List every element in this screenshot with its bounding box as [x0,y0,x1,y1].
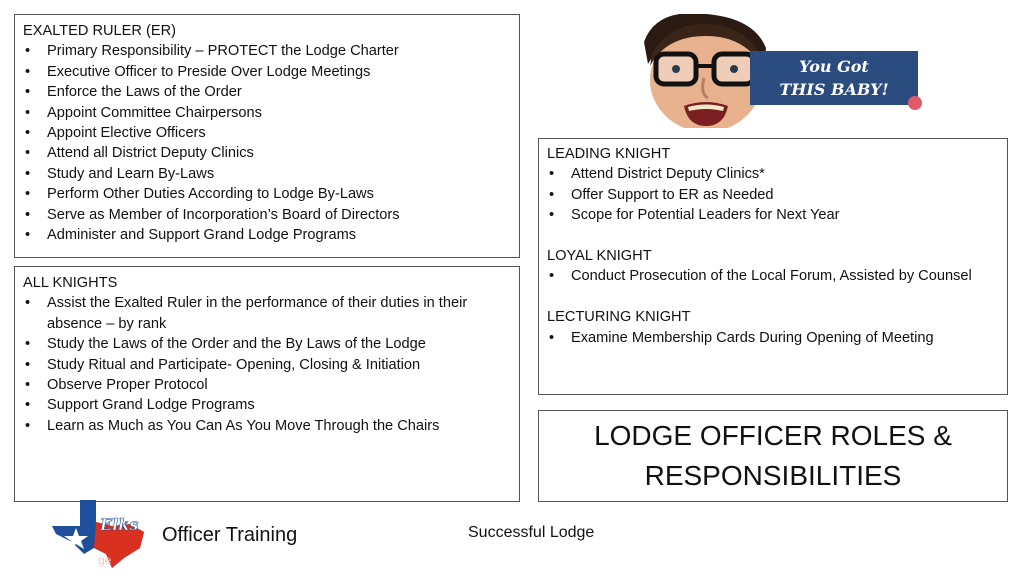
list-item: • Study Ritual and Participate- Opening, Closing & Initiation [23,355,511,375]
footer-officer-training: Officer Training [162,524,298,546]
list-item: • Administer and Support Grand Lodge Programs [23,225,511,245]
list-item: • Enforce the Laws of the Order [23,82,511,102]
slide-title [554,416,992,496]
list-item: • Assist the Exalted Ruler in the performance of their duties in their absence – by rank [23,293,511,334]
slide-title-line1: LODGE OFFICER ROLES & [594,420,952,451]
list-item: • Scope for Potential Leaders for Next Year [547,205,999,225]
list-item: • Appoint Committee Chairpersons [23,103,511,123]
er-heading: EXALTED RULER (ER) [23,23,176,39]
list-item: • Attend District Deputy Clinics* [547,164,999,184]
spacer [547,226,999,246]
svg-text:ge: ge [98,553,112,567]
photo-caption [750,51,918,105]
slide-title-line2: RESPONSIBILITIES [644,460,902,491]
spacer [547,287,999,307]
decorative-dot [908,96,922,110]
knight-roles-panel [538,138,1008,395]
photo-caption-line1: You Got [799,57,869,76]
lecturing-knight-heading: LECTURING KNIGHT [547,309,691,326]
list-item: • Executive Officer to Preside Over Lodge Meetings [23,62,511,82]
loyal-knight-heading: LOYAL KNIGHT [547,248,652,265]
list-item: • Serve as Member of Incorporation’s Board of Directors [23,205,511,225]
leading-knight-heading: LEADING KNIGHT [547,146,671,162]
list-item: • Conduct Prosecution of the Local Forum, Assisted by Counsel [547,266,999,286]
loyal-knight-list [547,266,999,286]
list-item: • Attend all District Deputy Clinics [23,143,511,163]
svg-text:Elks: Elks [100,515,139,534]
list-item: • Study and Learn By-Laws [23,164,511,184]
list-item: • Appoint Elective Officers [23,123,511,143]
footer-successful-lodge: Successful Lodge [468,524,595,541]
texas-elks-logo [50,498,150,570]
er-list [23,41,511,245]
list-item: • Observe Proper Protocol [23,375,511,395]
photo-caption-line2: THIS BABY! [779,80,889,99]
leading-knight-list [547,164,999,225]
list-item: • Examine Membership Cards During Opening of Meeting [547,328,999,348]
all-knights-list [23,293,511,436]
all-knights-heading: ALL KNIGHTS [23,275,118,291]
texas-elks-logo-graphic [50,498,150,570]
slide-title-panel [538,410,1008,502]
list-item: • Offer Support to ER as Needed [547,185,999,205]
all-knights-panel [14,266,520,502]
list-item: • Learn as Much as You Can As You Move Through the Chairs [23,416,511,436]
list-item: • Study the Laws of the Order and the By Laws of the Lodge [23,334,511,354]
list-item: • Primary Responsibility – PROTECT the Lodge Charter [23,41,511,61]
list-item: • Support Grand Lodge Programs [23,395,511,415]
list-item: • Perform Other Duties According to Lodge By-Laws [23,184,511,204]
lecturing-knight-list [547,328,999,348]
exalted-ruler-panel [14,14,520,258]
